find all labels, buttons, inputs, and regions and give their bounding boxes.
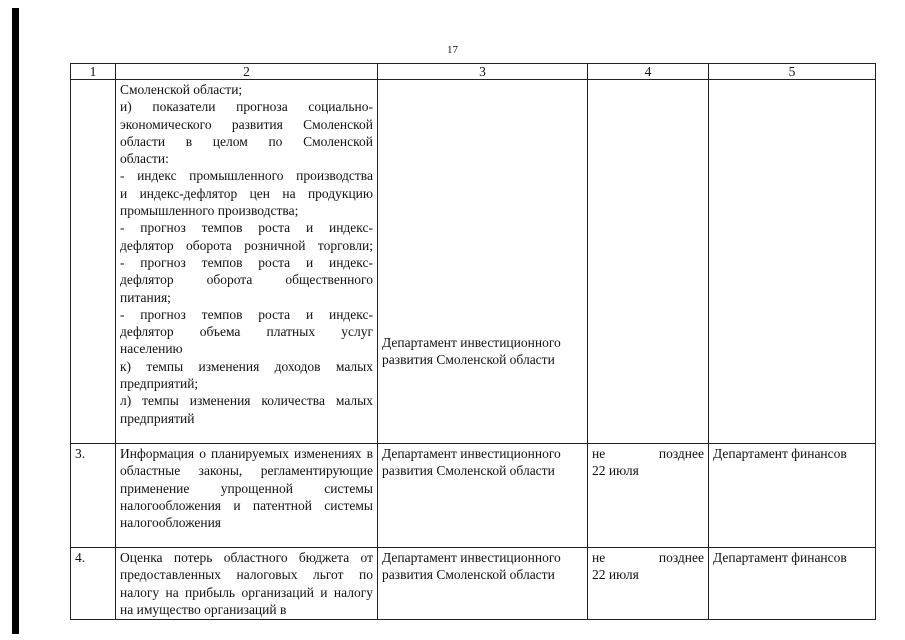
description-line: к) темпы изменения доходов малых <box>120 358 373 374</box>
deadline-date: 22 июля <box>592 567 639 583</box>
description-line: л) темпы изменения количества малых <box>120 393 373 409</box>
deadline-word: не <box>592 550 606 565</box>
description-line: питания; <box>120 289 171 305</box>
description-line: - прогноз темпов роста и индекс- <box>120 220 373 236</box>
deadline-word: позднее <box>658 446 704 461</box>
description-line: Смоленской области; <box>120 82 243 97</box>
table-row <box>71 80 876 444</box>
row-recipient: Департамент финансов <box>709 548 876 620</box>
description-line: населению <box>120 341 183 357</box>
description-line: - прогноз темпов роста и индекс- <box>120 254 373 270</box>
table-row <box>71 548 876 620</box>
description-line: - прогноз темпов роста и индекс- <box>120 306 373 322</box>
description-line: дефлятор оборота общественного <box>120 272 373 288</box>
row-responsible: Департамент инвестиционного развития Смоленской области <box>378 444 588 548</box>
header-col-2: 2 <box>116 64 378 80</box>
row-description <box>116 80 378 444</box>
header-col-5: 5 <box>709 64 876 80</box>
description-line: предприятий; <box>120 376 199 392</box>
description-line: дефлятор оборота розничной торговли; <box>120 237 373 253</box>
row-deadline <box>588 444 709 548</box>
row-description: Информация о планируемых изменениях в областные законы, регламентирующие применение упрощенной системы налогообложения и патентной системы налогообложения <box>116 444 378 548</box>
table-row <box>71 444 876 548</box>
row-deadline <box>588 80 709 444</box>
description-line: и индекс-дефлятор цен на продукцию <box>120 185 373 201</box>
responsible-text: Департамент инвестиционного развития Смоленской области <box>382 335 561 368</box>
description-line: - индекс промышленного производства <box>120 168 373 184</box>
header-col-4: 4 <box>588 64 709 80</box>
row-deadline <box>588 548 709 620</box>
row-recipient <box>709 80 876 444</box>
page-number: 17 <box>447 44 458 56</box>
header-col-3: 3 <box>378 64 588 80</box>
row-number: 3. <box>71 444 116 548</box>
row-responsible: Департамент инвестиционного развития Смоленской области <box>378 548 588 620</box>
description-line: дефлятор объема платных услуг <box>120 324 373 340</box>
scan-edge <box>12 8 19 634</box>
deadline-word: не <box>592 446 606 461</box>
description-line: предприятий <box>120 410 195 426</box>
description-line: и) показатели прогноза социально- <box>120 99 373 115</box>
table-header-row <box>71 64 876 80</box>
deadline-word: позднее <box>658 550 704 565</box>
description-line: экономического развития Смоленской <box>120 116 373 132</box>
deadline-date: 22 июля <box>592 463 639 479</box>
description-line: области в целом по Смоленской <box>120 133 373 149</box>
description-line: промышленного производства; <box>120 203 299 219</box>
row-number <box>71 80 116 444</box>
row-description: Оценка потерь областного бюджета от предоставленных налоговых льгот по налогу на прибыль организаций и налогу на имущество организаций в <box>116 548 378 620</box>
row-number: 4. <box>71 548 116 620</box>
document-table <box>70 63 876 620</box>
row-recipient: Департамент финансов <box>709 444 876 548</box>
row-responsible <box>378 80 588 444</box>
header-col-1: 1 <box>71 64 116 80</box>
description-line: области: <box>120 151 169 167</box>
